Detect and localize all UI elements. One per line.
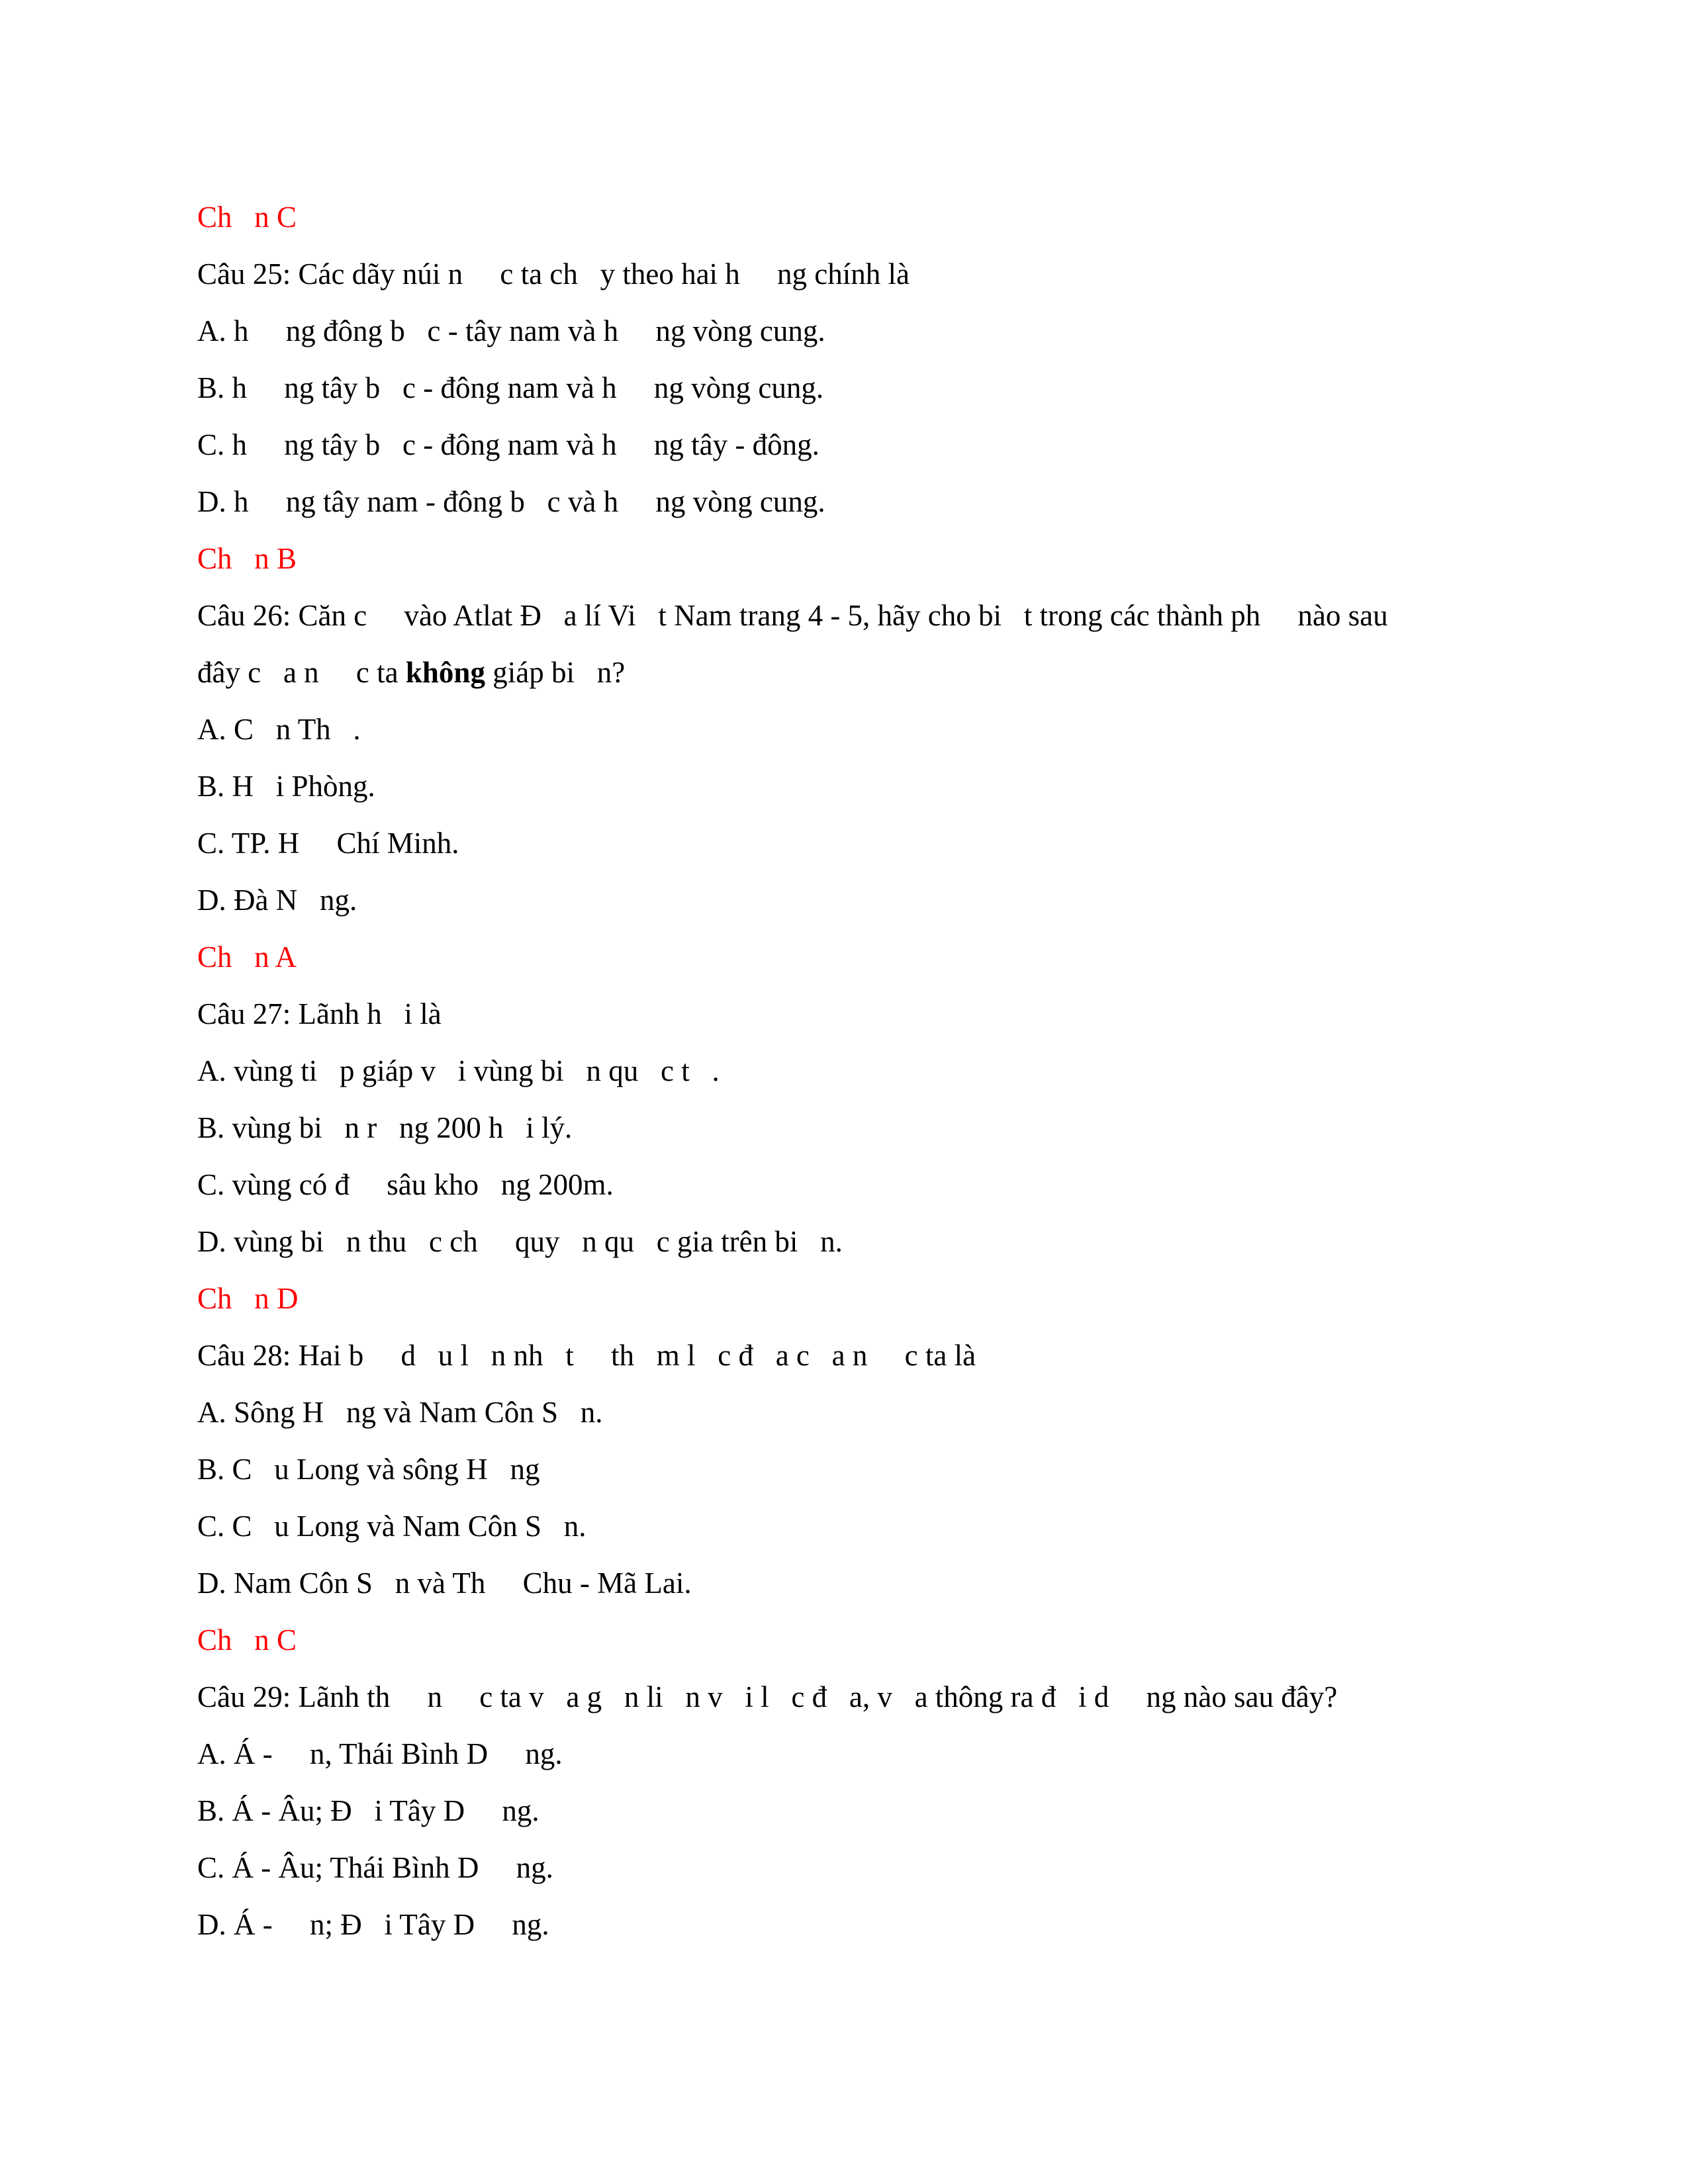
option-line: D. Á - n; Đ i Tây D ng.	[197, 1908, 549, 1941]
question-line: Câu 26: Căn c vào Atlat Đ a lí Vi t Nam trang 4 - 5, hãy cho bi t trong các thành ph nào sau	[197, 599, 1388, 632]
question-line	[197, 654, 625, 691]
answer-line: Ch n A	[197, 940, 297, 974]
option-line: C. h ng tây b c - đông nam và h ng tây - đông.	[197, 428, 820, 461]
option-line: C. vùng có đ sâu kho ng 200m.	[197, 1168, 614, 1201]
option-line: D. Đà N ng.	[197, 884, 357, 917]
option-line: A. C n Th .	[197, 713, 361, 746]
question-line: Câu 25: Các dãy núi n c ta ch y theo hai h ng chính là	[197, 257, 910, 291]
answer-line: Ch n B	[197, 542, 297, 575]
question-line: Câu 29: Lãnh th n c ta v a g n li n v i l c đ a, v a thông ra đ i d ng nào sau đây?	[197, 1680, 1338, 1713]
answer-line: Ch n C	[197, 1623, 297, 1657]
question-line: Câu 28: Hai b d u l n nh t th m l c đ a c a n c ta là	[197, 1339, 976, 1372]
option-line: C. TP. H Chí Minh.	[197, 827, 459, 860]
bold-keyword: không	[405, 656, 485, 689]
option-line: B. h ng tây b c - đông nam và h ng vòng cung.	[197, 371, 824, 404]
option-line: A. Á - n, Thái Bình D ng.	[197, 1737, 563, 1770]
option-line: D. h ng tây nam - đông b c và h ng vòng cung.	[197, 485, 825, 518]
answer-line: Ch n C	[197, 201, 297, 234]
option-line: A. h ng đông b c - tây nam và h ng vòng cung.	[197, 314, 825, 347]
option-line: A. vùng ti p giáp v i vùng bi n qu c t .	[197, 1054, 720, 1087]
option-line: A. Sông H ng và Nam Côn S n.	[197, 1396, 603, 1429]
question-text-post: giáp bi n?	[485, 656, 626, 689]
option-line: D. vùng bi n thu c ch quy n qu c gia trên bi n.	[197, 1225, 843, 1258]
option-line: C. Á - Âu; Thái Bình D ng.	[197, 1851, 553, 1884]
question-line: Câu 27: Lãnh h i là	[197, 997, 442, 1030]
option-line: C. C u Long và Nam Côn S n.	[197, 1510, 586, 1543]
option-line: B. vùng bi n r ng 200 h i lý.	[197, 1111, 573, 1144]
option-line: B. C u Long và sông H ng	[197, 1453, 540, 1486]
option-line: D. Nam Côn S n và Th Chu - Mã Lai.	[197, 1567, 692, 1600]
option-line: B. H i Phòng.	[197, 770, 375, 803]
answer-line: Ch n D	[197, 1282, 299, 1315]
question-text-pre: đây c a n c ta	[197, 656, 406, 689]
option-line: B. Á - Âu; Đ i Tây D ng.	[197, 1794, 539, 1827]
